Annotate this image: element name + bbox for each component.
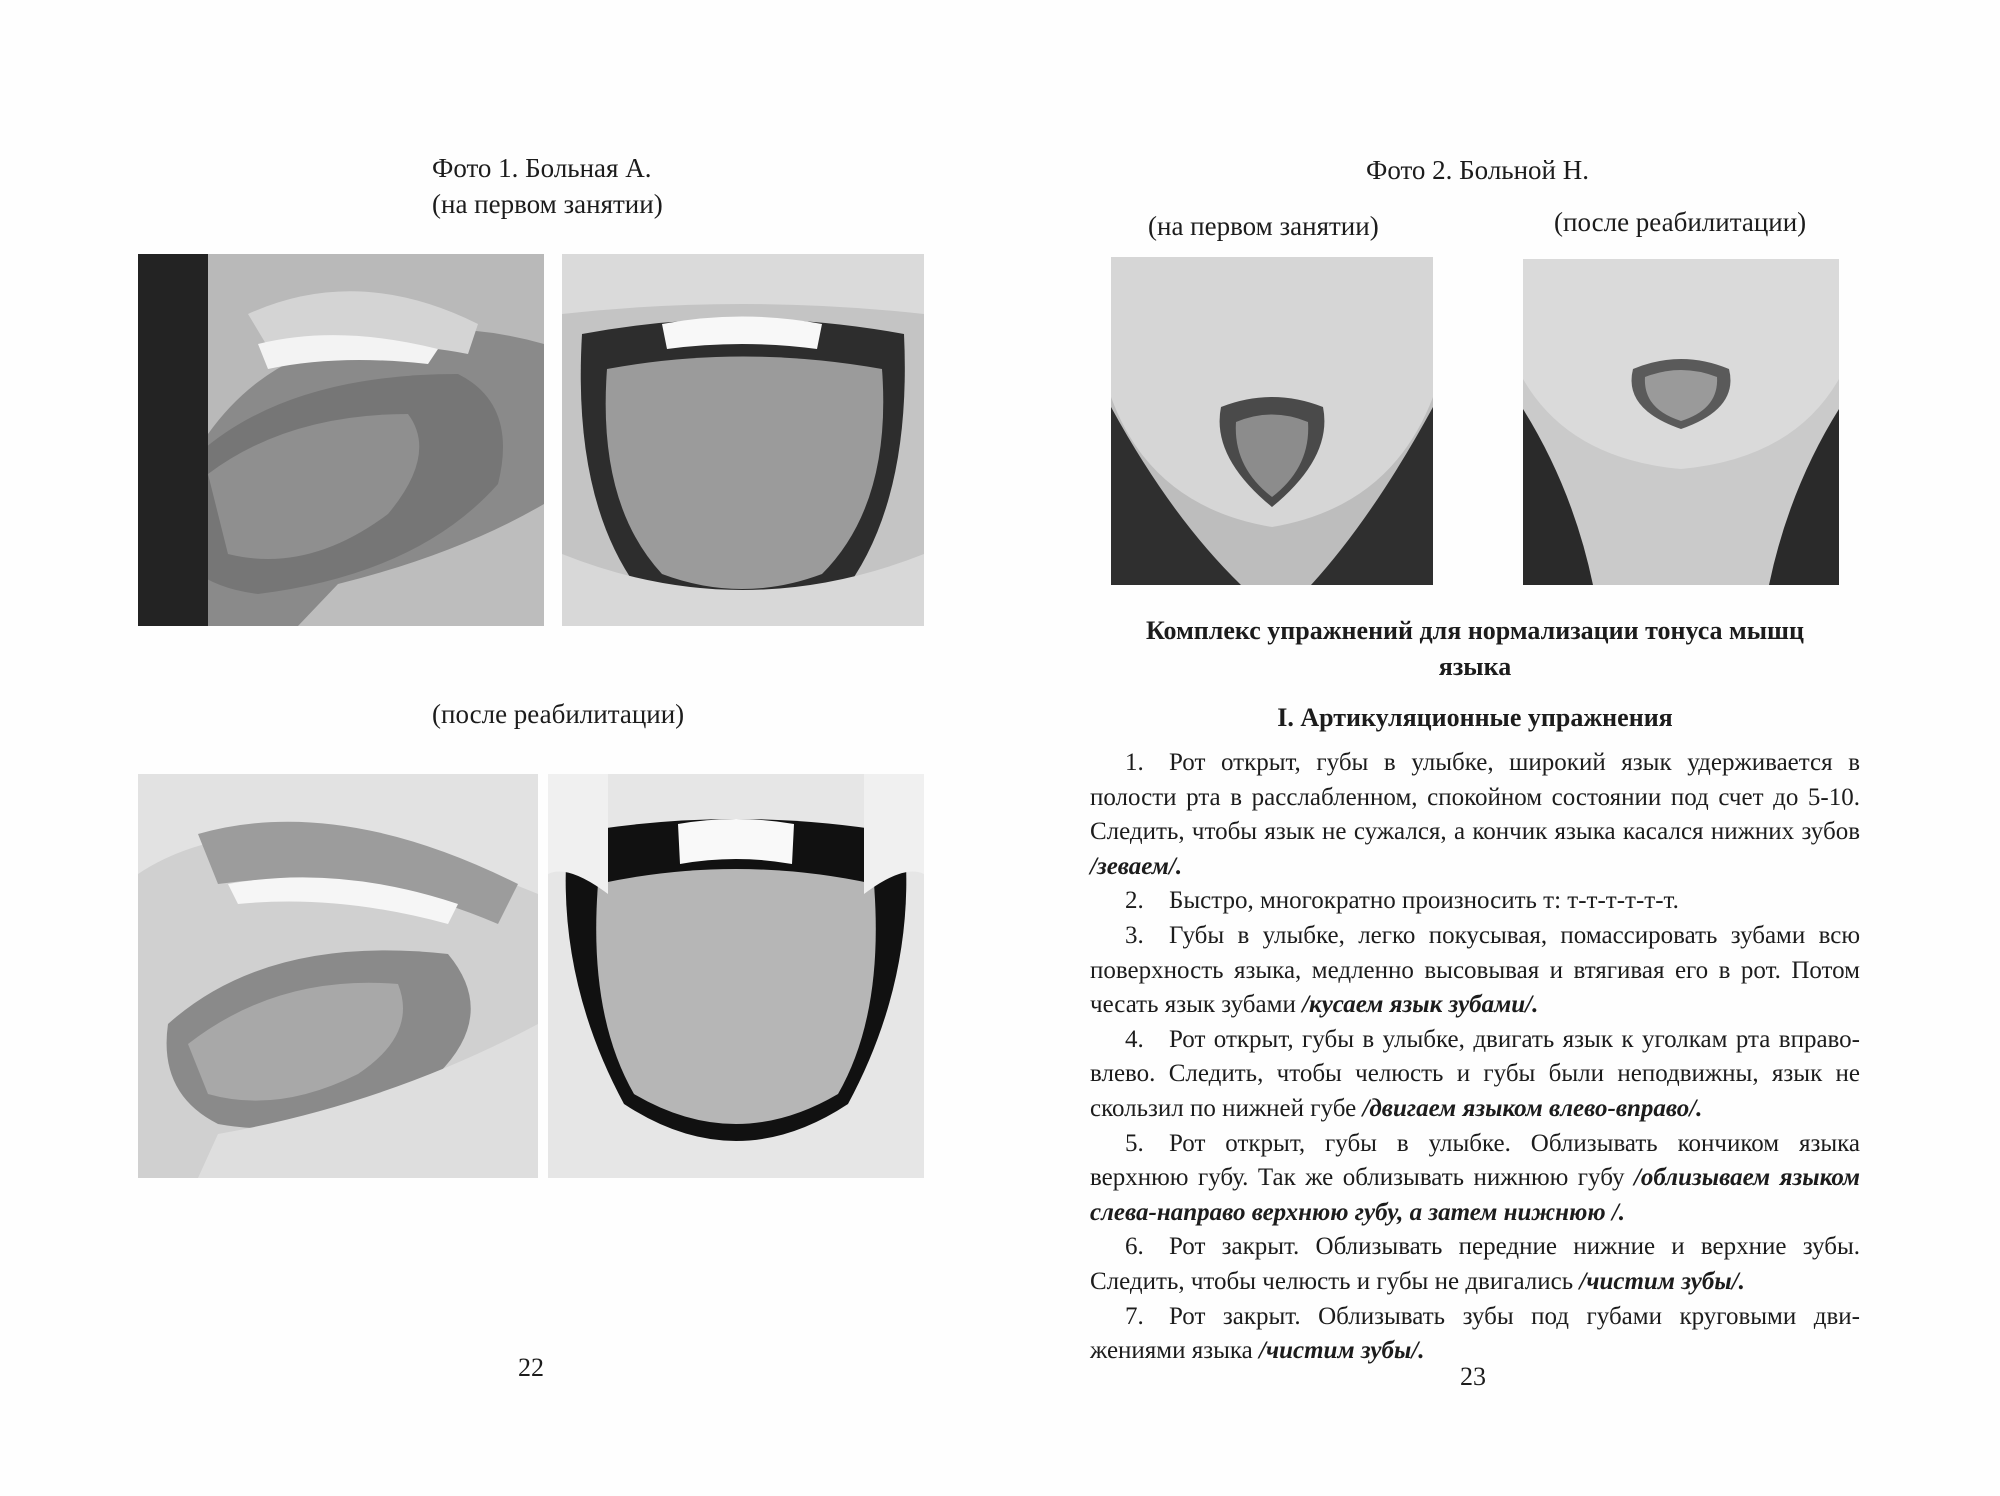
photo2-title: Фото 2. Больной Н. bbox=[1366, 155, 1590, 185]
list-item: 3. Губы в улыбке, легко покусывая, помассировать зубами всю поверхность языка, медленно высовывая и втягивая его в рот. Потом чесать язык зубами /кусаем язык зубами/. bbox=[1090, 921, 1860, 1019]
photo1-before-side bbox=[138, 254, 544, 626]
photo1-after-front bbox=[548, 774, 924, 1178]
photo1-after-side bbox=[138, 774, 538, 1178]
photo2-before-caption: (на первом занятии) bbox=[1148, 211, 1379, 241]
page-number-right: 23 bbox=[1460, 1362, 1486, 1391]
exercise-complex-heading-line2: языка bbox=[1438, 652, 1512, 681]
photo1-before-caption: (на первом занятии) bbox=[432, 189, 663, 219]
photo2-after bbox=[1523, 259, 1839, 585]
list-item: 7. Рот закрыт. Облизывать зубы под губами круговыми дви-жениями языка /чистим зубы/. bbox=[1090, 1302, 1860, 1365]
page-number-left: 22 bbox=[518, 1353, 544, 1382]
exercise-list bbox=[1090, 746, 1860, 1369]
photo1-after-caption: (после реабилитации) bbox=[432, 699, 685, 729]
photo2-after-caption: (после реабилитации) bbox=[1554, 207, 1807, 237]
right-page bbox=[1000, 0, 2000, 1496]
list-item: 2. Быстро, многократно произносить т: т-т-т-т-т-т. bbox=[1125, 887, 1679, 915]
list-item: 6. Рот закрыт. Облизывать передние нижние и верхние зубы. Следить, чтобы челюсть и губы не двигались /чистим зубы/. bbox=[1090, 1233, 1860, 1295]
photo2-before bbox=[1111, 257, 1433, 585]
photo1-before-front bbox=[562, 254, 924, 626]
list-item: 5. Рот открыт, губы в улыбке. Облизывать кончиком языка верхнюю губу. Так же облизывать нижнюю губу /облизываем языком слева-направо верхнюю губу, а затем нижнюю /. bbox=[1090, 1129, 1861, 1226]
photo1-title: Фото 1. Больная А. bbox=[432, 153, 652, 183]
section-title: I. Артикуляционные упражнения bbox=[1277, 703, 1673, 732]
list-item: 1. Рот открыт, губы в улыбке, широкий язык удерживается в полости рта в расслабленном, спокойном состоянии под счет до 5-10. Следить, чтобы язык не сужался, а кончик языка касался нижних зубов /зеваем/. bbox=[1090, 749, 1860, 880]
exercise-complex-heading-line1: Комплекс упражнений для нормализации тонуса мышц bbox=[1146, 616, 1804, 645]
list-item: 4. Рот открыт, губы в улыбке, двигать язык к уголкам рта вправо-влево. Следить, чтобы челюсть и губы были неподвижны, язык не скользил по нижней губе /двигаем языком влево-вправо/. bbox=[1090, 1025, 1860, 1122]
